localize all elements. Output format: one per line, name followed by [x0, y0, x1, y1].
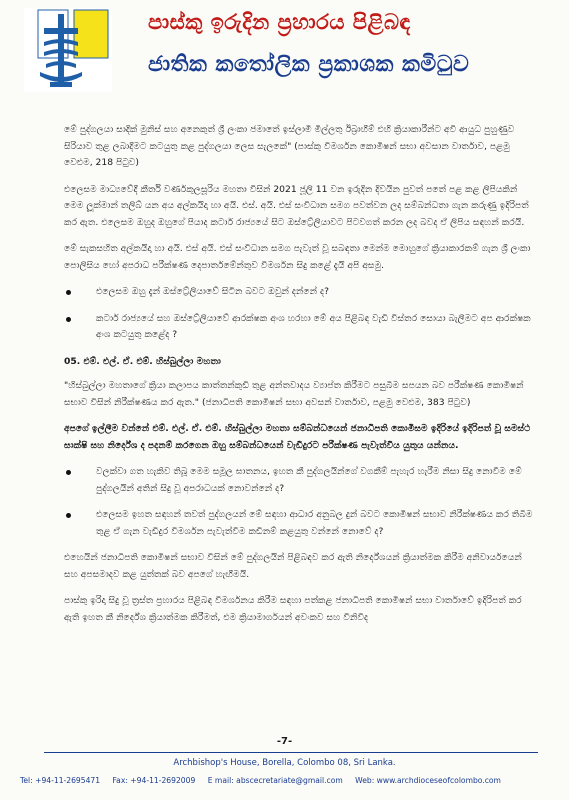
list-item-text: එලෙසම ඔහු දැන් ඔස්ට්‍රේලියාවේ සිටින බවට ඔවුන් දන්නේ ද?: [96, 286, 329, 297]
bullet-icon: [66, 470, 71, 475]
section-heading: 05. එම්. එල්. ඒ. එම්. හිස්බුල්ලා මහතා: [64, 355, 221, 367]
list-item-text: එලෙසම ඉහත සඳහන් තවත් පුද්ගලයන් මේ සඳහා ආධාර අනුබල දුන් බවට කොමිෂන් සභාව නිරීක්ෂණය කර තිබීම තුළ ඒ ගැන වැඩිදුර විමර්ශන පැවැත්වීම කඩිනම් කළයුතු වන්නේ නොවේ ද?: [96, 509, 533, 537]
list-item: [64, 311, 534, 344]
footer-address: Archbishop's House, Borella, Colombo 08, Sri Lanka.: [173, 758, 396, 768]
paragraph-6: එහෙයින් ජනාධිපති කොමිෂන් සභාව විසින් මේ පුද්ගලයින් පිළිබඳව කර ඇති නිර්දේශයන් ක්‍රියාත්මක කිරීම අනිවාර්යයෙන් සහ අපසමාදව කළ යුත්තක් බව අපගේ හැඟීමයි.: [64, 552, 522, 580]
list-item-text: වලක්වා ගත හැකිව තිබූ මෙම සමූල ඝාතනය, ඉහත කී පුද්ගලයින්ගේ වගකීම් පැහැර හැරීම නිසා සිදු නොවීම මේ පුද්ගලයින් අතින් සිදු වූ අපරාධයක් නොවන්නේ ද?: [96, 466, 522, 494]
question-list-2: [64, 464, 534, 540]
letterhead: [0, 0, 569, 95]
page-number: -7-: [276, 736, 293, 747]
paragraph-7: පාස්කු ඉරිදා සිදු වූ ත්‍රස්ත ප්‍රහාරය පිළිබඳ විමර්ශනය කිරීම සඳහා පත්කළ ජනාධිපති කොමිෂන් සභා වාර්තාවේ ඉදිරිපත් කර ඇති ඉහත කී නිර්දේශ ක්‍රියාත්මක කිරීමත්, එම ක්‍රියාමාර්ගයන් අවංකව සහ විනිවිද: [64, 595, 522, 623]
catholic-emblem-logo: [24, 8, 112, 92]
list-item: [64, 507, 534, 540]
list-item: [64, 284, 534, 301]
bullet-icon: [66, 290, 71, 295]
bullet-icon: [66, 317, 71, 322]
paragraph-4: "හිස්බුල්ලා මහතාගේ ක්‍රියා කලාපය කාත්තන්කුඩි තුළ අන්තවාදය ව්‍යාප්ත කිරීමට පසුබිම සපයන බව පරීක්ෂණ කොමිෂන් සභාව විසින් නිරීක්ෂණය කර ඇත." (ජනාධිපති කොමිෂන් සභා අවසන් වාර්තාව, පළමු වෙළුම, 383 පිටුව): [64, 380, 524, 408]
footer-tel: Tel: +94-11-2695471: [20, 776, 101, 785]
letterhead-title-line1: පාස්කු ඉරුදින ප්‍රහාරය පිළිබඳ: [148, 10, 411, 34]
footer-email: E mail: abscecretariate@gmail.com: [207, 776, 343, 785]
question-list-1: [64, 284, 534, 344]
bullet-icon: [66, 513, 71, 518]
paragraph-3: මේ සැකසහිත අල්කයිදා හා අයි. එස් අයි. එස් සංවිධාන සමග පැවැත් වූ සබඳතා මෙන්ම මොහුගේ ක්‍රියාකාරකම් ගැන ශ්‍රී ලංකා පොලිසිය හෝ අපරාධ පරීක්ෂණ දෙපාර්තමේන්තුව විමර්ශන සිදු කළේ දැයි අපි අසමු.: [64, 243, 531, 271]
footer-web: Web: www.archdioceseofcolombo.com: [355, 776, 501, 785]
letterhead-title-line2: ජාතික කතෝලික ප්‍රකාශක කමිටුව: [148, 52, 470, 77]
list-item: [64, 464, 534, 497]
paragraph-1: මේ පුද්ගලයා සාදික් මුනිස් සහ අනෙකුත් ශ්‍රී ලංකා ජමාතේ ඉස්ලාමි මිල්ලතු ඊබ්‍රාහීම් එහි ක්‍රියාකාරීන්ට අවි ආයුධ පුහුණුව සිරියාව තුළ ලබාදීමට කටයුතු කළ පුද්ගලයා ලෙස සැලකේ" (පාස්කු විමර්ශන කොමිෂන් සභා අවසාන වාර්තාව, පළමු වෙළුම, 218 පිටුව): [64, 124, 515, 168]
paragraph-2: එලෙසම මාධ්‍යවේදී කීර්ති වර්ණකුලසූරිය මහතා විසින් 2021 ජූලි 11 වන ඉරුදින දිවයින පුවත් පතේ පළ කළ ලිපියකින් මෙම ලූක්මාන් තලිබ් යන අය අල්කයිදා හා අයි. එස්. අයි. එස් සංවිධාන සමග පවත්වන ලද සම්බන්ධතා ගැන කරුණු ඉදිරිපත් කර ඇත. එලෙසම ඔහුද ඔහුගේ පියාද කටාර් රාජ්‍යයේ සිට ඔස්ට්‍රේලියාවට පිටවගත් කරන ලද බවද ඒ ලිපිය සඳහන් කරයි.: [64, 183, 529, 228]
list-item-text: කටාර් රාජ්‍යයේ සහ ඔස්ට්‍රේලියාවේ ආරක්ෂක අංශ හරහා මේ අය පිළිබඳ වැඩි විස්තර සොයා බැලීමට අප ආරක්ෂක අංශ කටයුතු කළේද ?: [96, 312, 531, 340]
footer-divider: [44, 752, 538, 753]
paragraph-5-bold: අපගේ ඉල්ලීම වන්නේ එම්. එල්. ඒ. එම්. හිස්බුල්ලා මහතා සම්බන්ධයෙන් ජනාධිපති කොමිසම ඉදිරියේ ඉදිරිපත් වූ සමස්ථ සාක්ෂි සහ නිර්දේශ ද පදනම් කරගෙන ඔහු සම්බන්ධයෙන් වැඩිදුරට පරීක්ෂණ පැවැත්විය යුතුය යන්නය.: [64, 423, 531, 451]
document-body: [64, 122, 534, 636]
footer-fax: Fax: +94-11-2692009: [112, 776, 196, 785]
footer-contact-line: [20, 776, 560, 785]
